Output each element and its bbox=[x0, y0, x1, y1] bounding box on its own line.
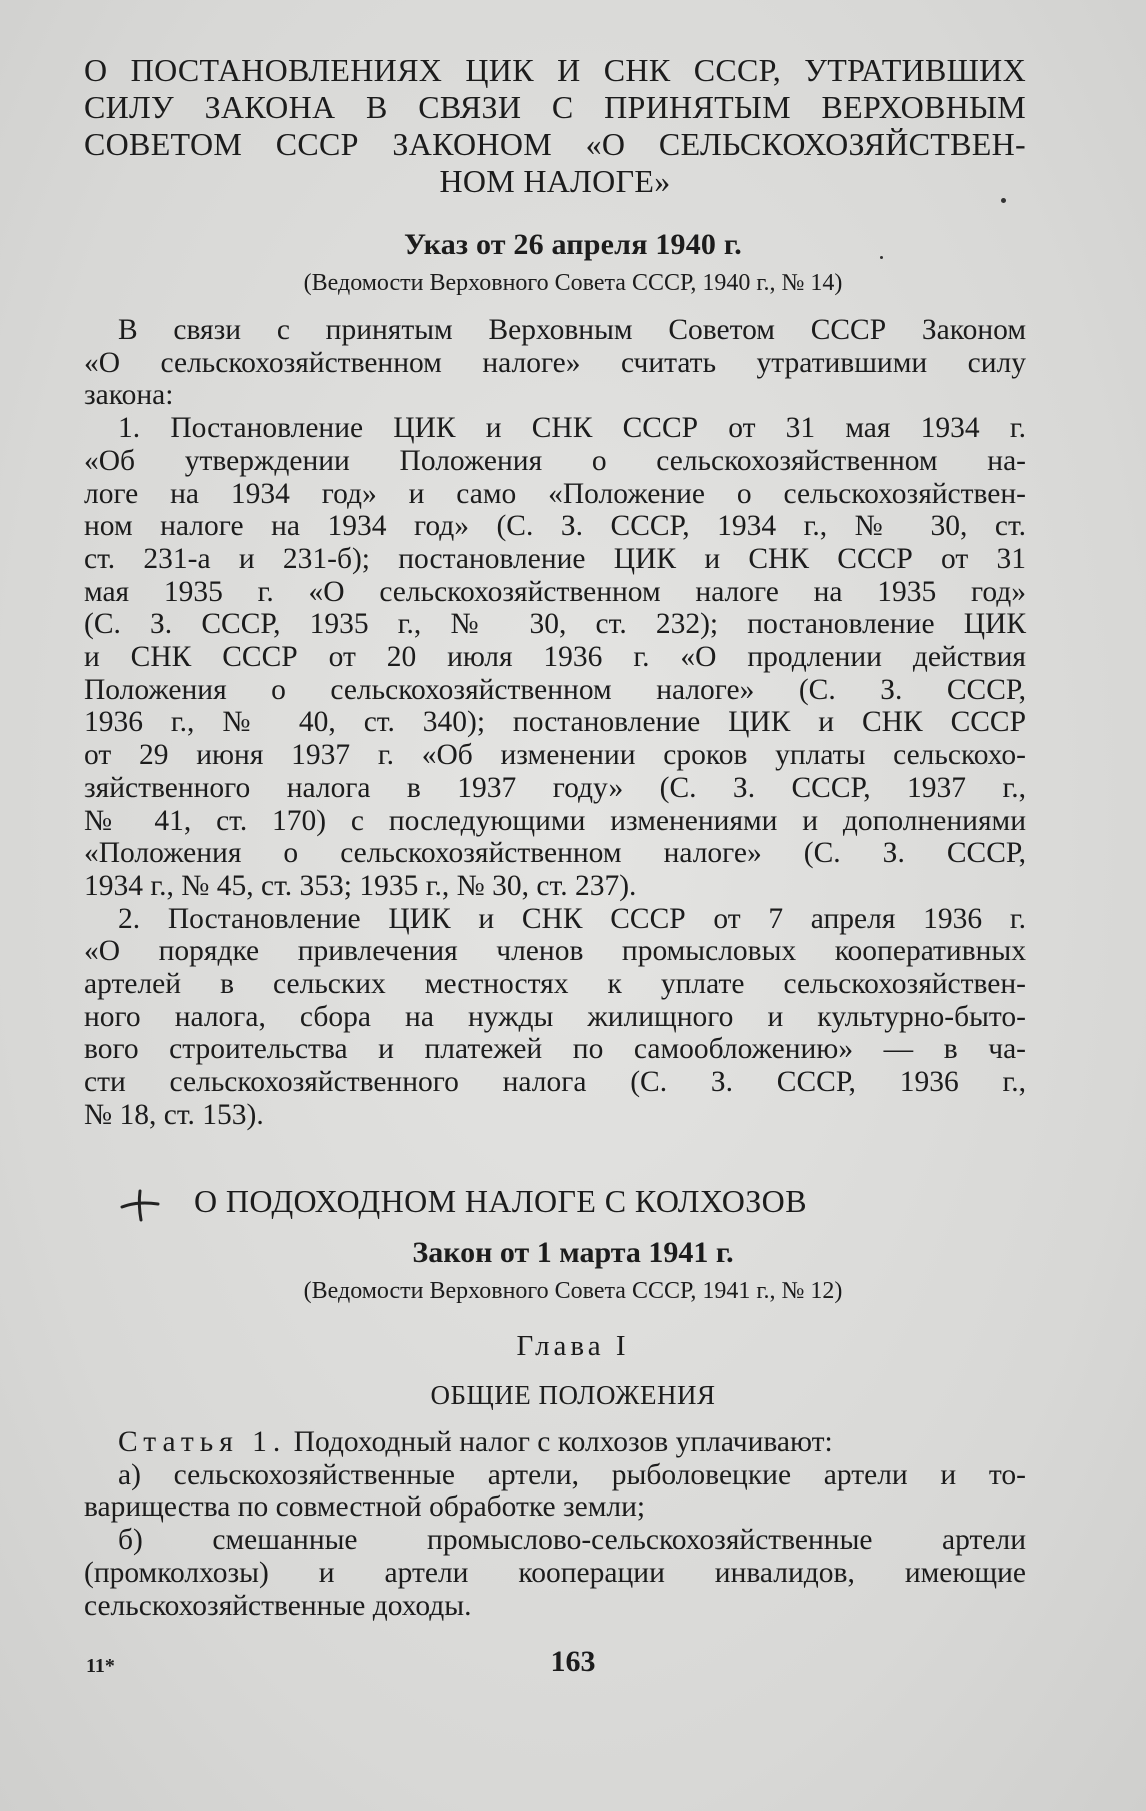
chapter-label: Глава I bbox=[516, 1330, 630, 1362]
law-source: (Ведомости Верховного Совета СССР, 1941 г., № 12) bbox=[303, 1278, 843, 1304]
page-number: 163 bbox=[550, 1645, 596, 1678]
decree-title-line: СИЛУ ЗАКОНА В СВЯЗИ С ПРИНЯТЫМ ВЕРХОВНЫМ bbox=[84, 89, 1026, 125]
body-line: зяйственного налога в 1937 году» (С. З. СССР, 1937 г., bbox=[84, 771, 1026, 804]
body-line: ного налога, сбора на нужды жилищного и культурно-быто- bbox=[84, 1000, 1026, 1033]
body-line: от 29 июня 1937 г. «Об изменении сроков уплаты сельскохо- bbox=[84, 739, 1026, 772]
body-line: № 18, ст. 153). bbox=[84, 1098, 264, 1131]
article-item-b-line: б) смешанные промыслово-сельскохозяйственные артели bbox=[118, 1524, 1026, 1557]
body-line: № 41, ст. 170) с последующими изменениями и дополнениями bbox=[84, 804, 1026, 837]
law-subtitle: Закон от 1 марта 1941 г. bbox=[412, 1236, 734, 1269]
body-line: ном налоге на 1934 год» (С. З. СССР, 1934 г., № 30, ст. bbox=[84, 510, 1026, 543]
body-line: и СНК СССР от 20 июля 1936 г. «О продлении действия bbox=[84, 641, 1026, 674]
article-item-a-line: варищества по совместной обработке земли; bbox=[84, 1491, 646, 1524]
body-line: «О порядке привлечения членов промысловых кооперативных bbox=[84, 935, 1026, 968]
body-line: В связи с принятым Верховным Советом СССР Законом bbox=[118, 314, 1026, 346]
body-line: 1934 г., № 45, ст. 353; 1935 г., № 30, ст. 237). bbox=[84, 869, 637, 902]
body-line: сти сельскохозяйственного налога (С. З. СССР, 1936 г., bbox=[84, 1066, 1026, 1099]
decree-title bbox=[84, 52, 1026, 200]
body-line: мая 1935 г. «О сельскохозяйственном налоге на 1935 год» bbox=[84, 575, 1026, 608]
body-line: артелей в сельских местностях к уплате сельскохозяйствен- bbox=[84, 968, 1026, 1001]
body-line: логе на 1934 год» и само «Положение о сельскохозяйствен- bbox=[84, 477, 1026, 510]
body-line: закона: bbox=[84, 379, 174, 412]
body-line: Положения о сельскохозяйственном налоге» (С. З. СССР, bbox=[84, 673, 1026, 706]
body-line: вого строительства и платежей по самообложению» — в ча- bbox=[84, 1033, 1026, 1066]
article-item-b-line: сельскохозяйственные доходы. bbox=[84, 1589, 472, 1622]
body-line: 1936 г., № 40, ст. 340); постановление ЦИК и СНК СССР bbox=[84, 706, 1026, 739]
body-line: «Положения о сельскохозяйственном налоге» (С. З. СССР, bbox=[84, 837, 1026, 870]
article-1-line bbox=[84, 1426, 1026, 1459]
body-line: 1. Постановление ЦИК и СНК СССР от 31 мая 1934 г. bbox=[118, 412, 1026, 445]
article-text: Подоходный налог с колхозов уплачивают: bbox=[286, 1426, 833, 1458]
ink-speck bbox=[1001, 198, 1006, 203]
law-title bbox=[120, 1183, 1020, 1220]
decree-subtitle: Указ от 26 апреля 1940 г. bbox=[404, 228, 742, 261]
body-line: «О сельскохозяйственном налоге» считать утратившими силу bbox=[84, 346, 1026, 379]
law-title-text: О ПОДОХОДНОМ НАЛОГЕ С КОЛХОЗОВ bbox=[194, 1183, 807, 1219]
body-line: «Об утверждении Положения о сельскохозяйственном на- bbox=[84, 444, 1026, 477]
body-line: ст. 231-а и 231-б); постановление ЦИК и СНК СССР от 31 bbox=[84, 542, 1026, 575]
body-line: 2. Постановление ЦИК и СНК СССР от 7 апреля 1936 г. bbox=[118, 902, 1026, 935]
decree-title-line: СОВЕТОМ СССР ЗАКОНОМ «О СЕЛЬСКОХОЗЯЙСТВЕН- bbox=[84, 126, 1026, 162]
decree-title-line: НОМ НАЛОГЕ» bbox=[439, 163, 671, 199]
chapter-title: ОБЩИЕ ПОЛОЖЕНИЯ bbox=[430, 1380, 716, 1410]
article-item-b-line: (промколхозы) и артели кооперации инвалидов, имеющие bbox=[84, 1556, 1026, 1589]
article-item-a-line: а) сельскохозяйственные артели, рыболовецкие артели и то- bbox=[118, 1458, 1026, 1491]
decree-title-line: О ПОСТАНОВЛЕНИЯХ ЦИК И СНК СССР, УТРАТИВШИХ bbox=[84, 52, 1026, 88]
decree-source: (Ведомости Верховного Совета СССР, 1940 г., № 14) bbox=[303, 270, 843, 296]
article-1 bbox=[84, 1426, 1026, 1622]
body-line: (С. З. СССР, 1935 г., № 30, ст. 232); постановление ЦИК bbox=[84, 608, 1026, 641]
ink-speck bbox=[880, 256, 883, 259]
decree-body bbox=[84, 314, 1026, 1132]
signature-mark: 11* bbox=[86, 1655, 115, 1677]
article-label: Статья 1. bbox=[118, 1426, 287, 1458]
